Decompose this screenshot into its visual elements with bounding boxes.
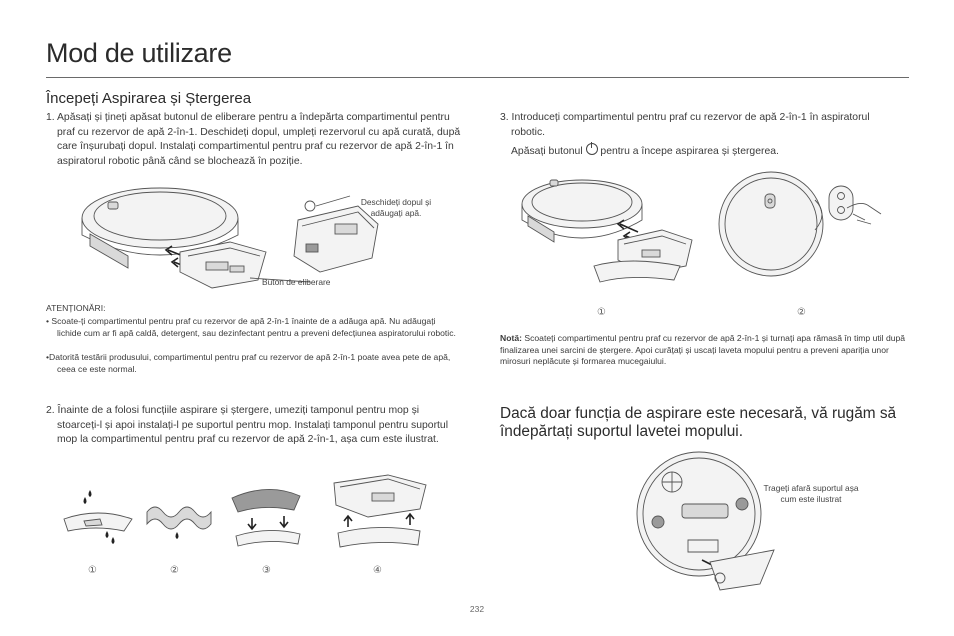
illustration-top-view-robot [715,170,895,285]
step-2-label-1: ① [88,565,97,576]
page-number: 232 [469,604,485,614]
note-label: Notă: [500,333,522,343]
caption-pull-out: Trageți afară suportul așa cum este ilustrat [763,483,859,504]
step-3-text: 3. Introduceți compartimentul pentru praf cu rezervor de apă 2-în-1 în aspiratorul robotic. [500,112,870,138]
page-title: Mod de utilizare [46,38,232,68]
caption-release-button: Buton de eliberare [262,277,331,287]
note-text: Scoateți compartimentul pentru praf cu rezervor de apă 2-în-1 și turnați apa rămasă în timp util după finalizarea unei sarcini de ștergere. Apoi curățați și uscați laveta mopului pentru a preveni apariția unor mirosuri neplăcute și formarea mucegaiului. [500,333,906,367]
step-3-label-1: ① [597,307,606,318]
illustration-insert-dustbin [510,170,700,290]
illustration-mop-on-bracket [228,486,308,554]
warning-item-1: • Scoate-ți compartimentul pentru praf cu rezervor de apă 2-în-1 înainte de a adăuga apă. Nu adăugați lichide cum ar fi apă caldă, detergent, sau dezinfectant pentru a preveni defecțiunea aspiratorului robotic. [46,316,456,338]
title-divider [46,77,909,78]
illustration-wet-mop [60,485,135,545]
section-title: Începeți Aspirarea și Ștergerea [46,90,252,107]
step-3-text-2 [511,143,891,160]
step-3-label-2: ② [797,307,806,318]
step-2-text: 2. Înainte de a folosi funcțiile aspirare și ștergere, umeziți tamponul pentru mop și stoarceți-l și apoi instalați-l pe suportul pentru mop. Instalați tamponul pentru suportul mop la compartimentul pentru praf cu rezervor de apă 2-în-1, așa cum este ilustrat. [46,405,449,446]
note [500,333,910,368]
step-2-label-3: ③ [262,565,271,576]
step-3-press-suffix: pentru a începe aspirarea și ștergerea. [600,146,779,157]
warnings-title: ATENȚIONĂRI: [46,303,106,313]
step-1-text: 1. Apăsați și țineți apăsat butonul de eliberare pentru a îndepărta compartimentul pentru praf cu rezervor de apă 2-în-1. Deschideți dopul, umpleți rezervorul cu apă curată, după care înșurubați dopul. Instalați compartimentul pentru praf cu rezervor de apă 2-în-1 în aspiratorul robotic până când se blochează în poziție. [46,112,461,167]
step-3-press-label: Apăsați butonul [511,146,583,157]
illustration-remove-mop-bracket [632,444,782,594]
caption-open-stopper: Deschideți dopul și adăugați apă. [360,197,432,218]
vacuum-only-heading: Dacă doar funcția de aspirare este necesară, vă rugăm să îndepărtați suportul lavetei mopului. [500,405,897,440]
step-2-label-2: ② [170,565,179,576]
warning-item-2: •Datorită testării produsului, compartimentul pentru praf cu rezervor de apă 2-în-1 poate avea pete de apă, ceea ce este normal. [46,352,451,374]
power-icon [586,143,598,155]
illustration-wring-mop [145,492,215,542]
illustration-install-bracket [328,475,428,557]
step-2-label-4: ④ [373,565,382,576]
